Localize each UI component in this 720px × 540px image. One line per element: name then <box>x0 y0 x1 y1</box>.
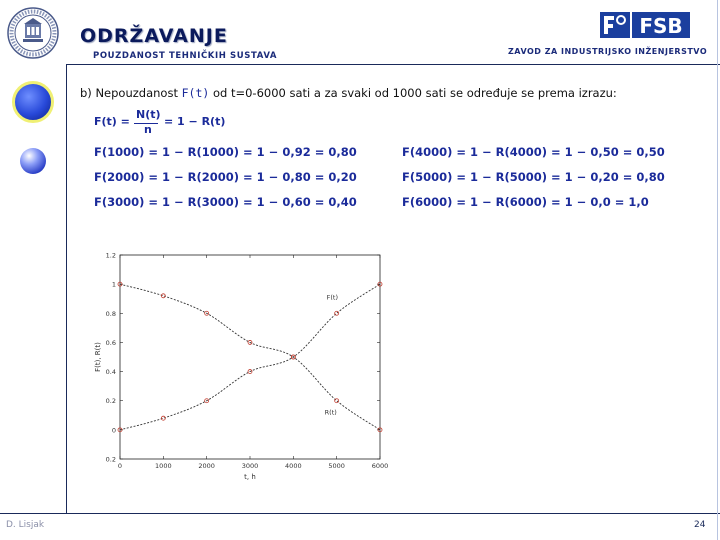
y-tick-label: 0.6 <box>105 338 116 347</box>
y-tick-label: 0.8 <box>105 309 116 318</box>
y-tick-label: 0.2 <box>105 455 116 464</box>
frame-right-rule <box>717 0 718 540</box>
y-tick-label: 0.2 <box>105 397 116 406</box>
equation-left-2: F(2000) = 1 − R(2000) = 1 − 0,80 = 0,20 <box>94 170 357 184</box>
department-name: ZAVOD ZA INDUSTRIJSKO INŽENJERSTVO <box>508 47 708 56</box>
plot-area <box>120 255 380 459</box>
x-tick-label: 0 <box>117 462 123 470</box>
university-seal-icon <box>6 6 60 60</box>
series-line-1 <box>120 284 380 430</box>
y-tick-label: 1.2 <box>105 251 116 260</box>
formula-numerator: N(t) <box>136 108 161 121</box>
formula-lhs: F(t) = <box>94 115 130 128</box>
formula-denominator: n <box>144 123 152 136</box>
page-title: ODRŽAVANJE <box>80 25 228 47</box>
x-tick-label: 3000 <box>241 462 259 470</box>
equation-right-1: F(4000) = 1 − R(4000) = 1 − 0,50 = 0,50 <box>402 145 665 159</box>
intro-ft: F(t) <box>181 86 210 100</box>
y-axis-label: F(t), R(t) <box>94 342 102 372</box>
x-tick-label: 1000 <box>155 462 172 470</box>
fsb-logo <box>600 10 690 40</box>
footer-author: D. Lisjak <box>6 520 45 530</box>
equation-left-3: F(3000) = 1 − R(3000) = 1 − 0,60 = 0,40 <box>94 195 357 209</box>
y-tick-label: 0 <box>111 426 116 435</box>
equation-right-2: F(5000) = 1 − R(5000) = 1 − 0,20 = 0,80 <box>402 170 665 184</box>
fsb-logo-text: FSB <box>639 14 683 38</box>
x-tick-label: 4000 <box>285 462 302 470</box>
equation-left-1: F(1000) = 1 − R(1000) = 1 − 0,92 = 0,80 <box>94 145 357 159</box>
page-number: 24 <box>694 520 706 530</box>
intro-rest: od t=0-6000 sati a za svaki od 1000 sati se određuje se prema izrazu: <box>209 86 617 100</box>
y-tick-label: 1 <box>111 280 116 289</box>
x-axis-label: t, h <box>244 473 256 481</box>
bullet-large-icon <box>12 81 54 123</box>
formula-rhs: = 1 − R(t) <box>164 115 226 128</box>
y-tick-label: 0.4 <box>105 368 116 377</box>
x-tick-label: 5000 <box>328 462 345 470</box>
series-label-0: F(t) <box>326 293 339 302</box>
data-point <box>335 399 339 403</box>
frame-left-rule <box>66 64 67 514</box>
data-point <box>335 311 339 315</box>
intro-text <box>80 86 617 100</box>
frame-bottom-rule <box>0 513 720 514</box>
x-tick-label: 6000 <box>371 462 389 470</box>
x-tick-label: 2000 <box>198 462 215 470</box>
equation-right-3: F(6000) = 1 − R(6000) = 1 − 0,0 = 1,0 <box>402 195 649 209</box>
page-subtitle: POUZDANOST TEHNIČKIH SUSTAVA <box>93 51 278 61</box>
series-label-1: R(t) <box>324 408 337 417</box>
bullet-small-icon <box>20 148 46 174</box>
reliability-chart <box>90 245 400 485</box>
intro-prefix: b) Nepouzdanost <box>80 86 182 100</box>
frame-top-rule <box>66 64 720 65</box>
series-line-0 <box>120 284 380 430</box>
